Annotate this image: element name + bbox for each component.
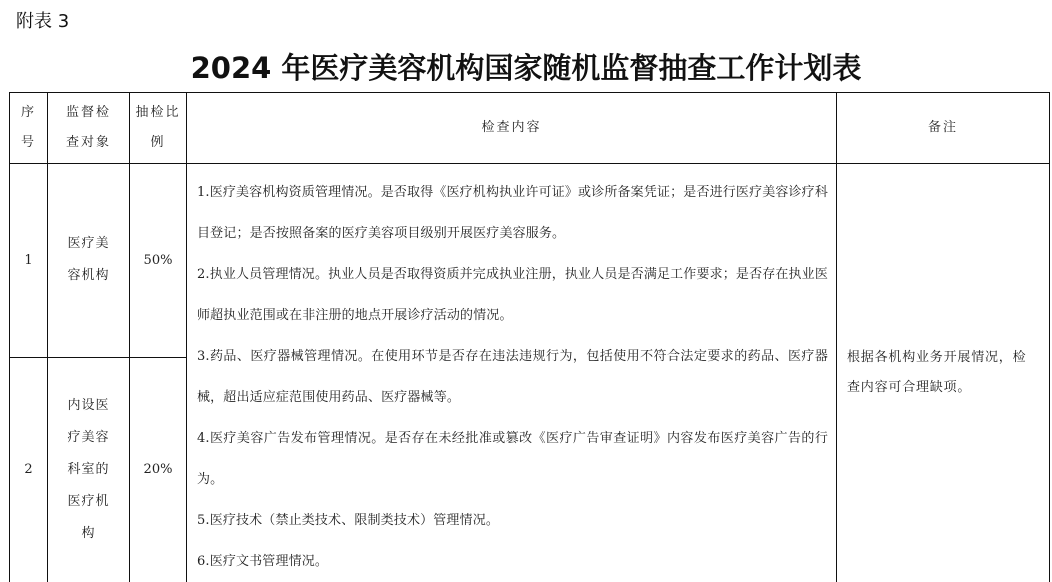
sampling-ratio-cell-1: 50%	[130, 164, 187, 358]
inspection-target-header: 监督检 查对象	[48, 93, 130, 164]
inspection-content-header: 检查内容	[187, 93, 837, 164]
table-header-row	[10, 93, 1050, 164]
inspection-target-cell-2: 内设医 疗美容 科室的 医疗机 构	[48, 357, 130, 582]
content-item: 6.医疗文书管理情况。	[197, 554, 329, 569]
inspection-plan-table	[9, 92, 1050, 582]
content-item: 3.药品、医疗器械管理情况。在使用环节是否存在违法违规行为，包括使用不符合法定要求的药品、医疗器械，超出适应症范围使用药品、医疗器械等。	[197, 349, 828, 405]
content-item: 2.执业人员管理情况。执业人员是否取得资质并完成执业注册，执业人员是否满足工作要求；是否存在执业医师超执业范围或在非注册的地点开展诊疗活动的情况。	[197, 267, 828, 323]
sequence-header: 序 号	[10, 93, 48, 164]
attachment-label: 附表 3	[16, 11, 70, 32]
content-item: 5.医疗技术（禁止类技术、限制类技术）管理情况。	[197, 513, 500, 528]
inspection-target-cell-1: 医疗美 容机构	[48, 164, 130, 358]
table-row	[10, 164, 1050, 358]
sequence-cell-2: 2	[10, 357, 48, 582]
inspection-content-cell	[187, 164, 837, 582]
page-title: 2024 年医疗美容机构国家随机监督抽查工作计划表	[190, 51, 862, 85]
inspection-content-list	[197, 172, 828, 582]
remarks-cell: 根据各机构业务开展情况，检查内容可合理缺项。	[837, 164, 1050, 582]
sequence-cell-1: 1	[10, 164, 48, 358]
remarks-header: 备注	[837, 93, 1050, 164]
sampling-ratio-cell-2: 20%	[130, 357, 187, 582]
content-item: 1.医疗美容机构资质管理情况。是否取得《医疗机构执业许可证》或诊所备案凭证；是否进行医疗美容诊疗科目登记；是否按照备案的医疗美容项目级别开展医疗美容服务。	[197, 185, 828, 241]
sampling-ratio-header: 抽检比 例	[130, 93, 187, 164]
content-item: 4.医疗美容广告发布管理情况。是否存在未经批准或篡改《医疗广告审查证明》内容发布医疗美容广告的行为。	[197, 431, 828, 487]
